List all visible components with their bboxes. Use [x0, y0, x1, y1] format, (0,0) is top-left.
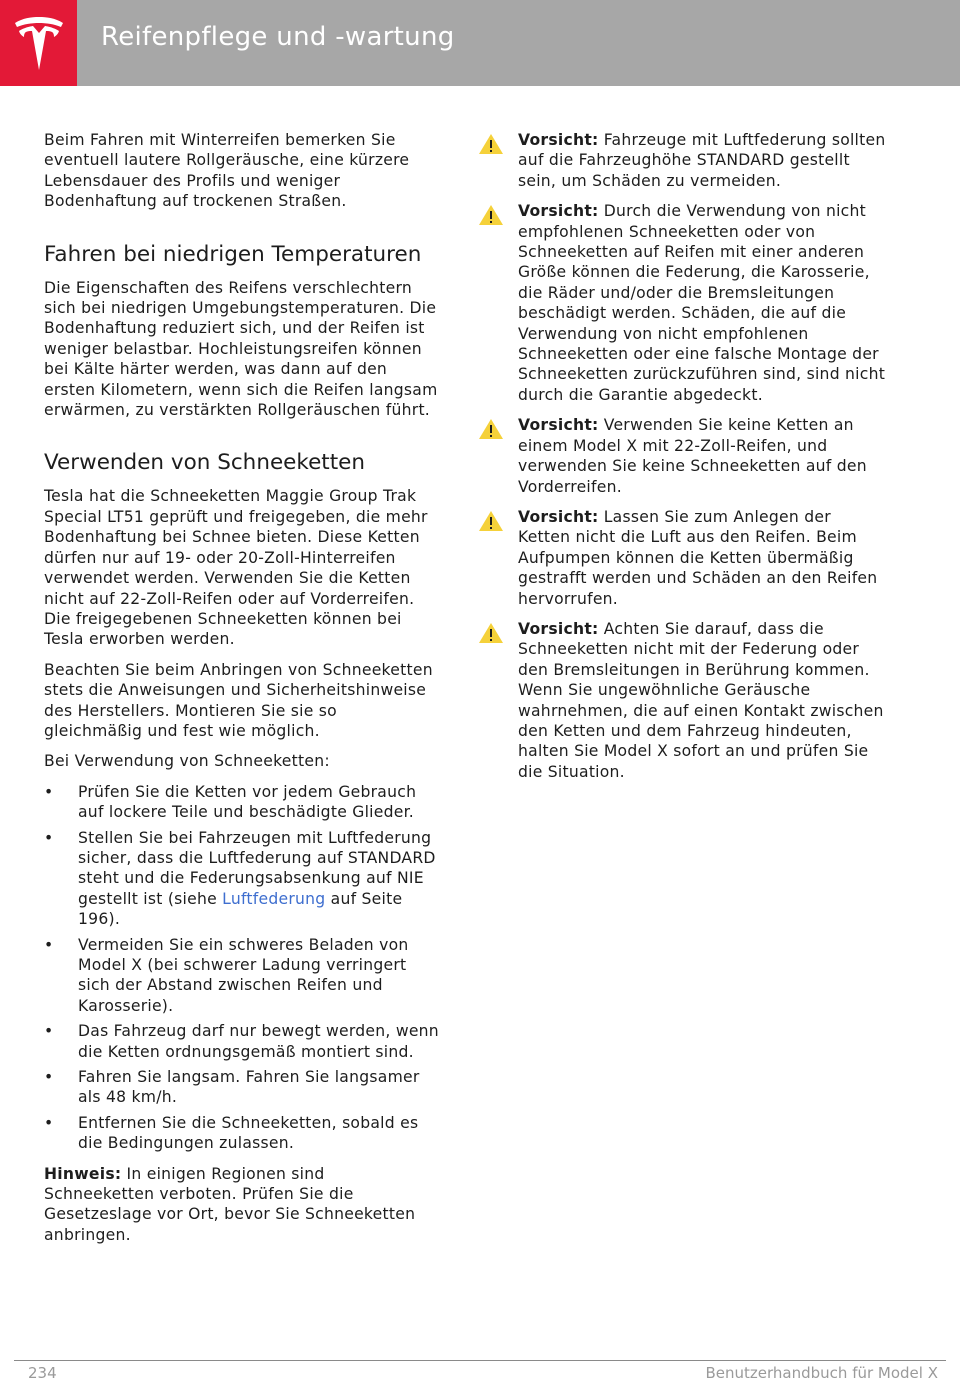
warning-block: Vorsicht: Lassen Sie zum Anlegen der Ketten nicht die Luft aus den Reifen. Beim Aufpumpen können die Ketten übermäßig gestrafft werden und Schäden an den Reifen hervorrufen.: [478, 507, 888, 609]
note-paragraph: Hinweis: In einigen Regionen sind Schneeketten verboten. Prüfen Sie die Gesetzeslage vor Ort, bevor Sie Schneeketten anbringen.: [44, 1164, 416, 1244]
page-number: 234: [28, 1364, 57, 1382]
chains-bullet-list: [44, 782, 439, 1154]
bullet-icon: •: [44, 1113, 54, 1132]
list-item: • Das Fahrzeug darf nur bewegt werden, wenn die Ketten ordnungsgemäß montiert sind.: [44, 1022, 439, 1061]
page-header: [0, 0, 960, 86]
bullet-icon: •: [44, 1068, 54, 1087]
list-item: • Stellen Sie bei Fahrzeugen mit Luftfederung sicher, dass die Luftfederung auf STANDARD steht und die Federungsabsenkung auf NIE gestellt ist (siehe Luftfederung auf Seite 196).: [44, 828, 436, 929]
warning-icon: [478, 510, 504, 532]
right-column: [478, 130, 888, 792]
warning-block: Vorsicht: Achten Sie darauf, dass die Schneeketten nicht mit der Federung oder den Bremsleitungen in Berührung kommen. Wenn Sie ungewöhnliche Geräusche wahrnehmen, die auf einen Kontakt zwischen den Ketten und dem Fahrzeug hindeuten, halten Sie Model X sofort an und prüfen Sie die Situation.: [478, 619, 888, 782]
bullet-icon: •: [44, 1022, 54, 1041]
warning-icon: [478, 204, 504, 226]
footer-title: Benutzerhandbuch für Model X: [705, 1364, 938, 1382]
page-title: Reifenpflege und -wartung: [101, 22, 455, 52]
chains-paragraph-1: Tesla hat die Schneeketten Maggie Group Trak Special LT51 geprüft und freigegeben, die mehr Bodenhaftung bei Schnee bieten. Diese Ketten dürfen nur auf 19- oder 20-Zoll-Hinterreifen verwendet werden. Verwenden Sie die Ketten nicht auf 22-Zoll-Reifen oder auf Vorderreifen. Die freigegebenen Schneeketten können bei Tesla erworben werden.: [44, 487, 428, 649]
tesla-logo-icon: [15, 16, 63, 70]
warning-label: Vorsicht:: [518, 202, 599, 221]
warning-icon: [478, 418, 504, 440]
warning-label: Vorsicht:: [518, 619, 599, 638]
warning-icon: [478, 622, 504, 644]
warning-label: Vorsicht:: [518, 507, 599, 526]
chains-paragraph-2: Beachten Sie beim Anbringen von Schneeketten stets die Anweisungen und Sicherheitshinweise des Herstellers. Montieren Sie sie so gleichmäßig und fest wie möglich.: [44, 660, 433, 740]
bullet-icon: •: [44, 828, 54, 847]
cold-paragraph: Die Eigenschaften des Reifens verschlechtern sich bei niedrigen Umgebungstemperaturen. Die Bodenhaftung reduziert sich, und der Reifen ist weniger belastbar. Hochleistungsreifen können bei Kälte härter werden, was dann auf den ersten Kilometern, wenn sich die Reifen langsam erwärmen, zu verstärkten Rollgeräuschen führt.: [44, 278, 438, 420]
list-item: • Prüfen Sie die Ketten vor jedem Gebrauch auf lockere Teile und beschädigte Glieder.: [44, 782, 417, 822]
warning-block: Vorsicht: Verwenden Sie keine Ketten an einem Model X mit 22-Zoll-Reifen, und verwenden Sie keine Schneeketten auf den Vorderreifen.: [478, 415, 888, 497]
warning-block: Vorsicht: Durch die Verwendung von nicht empfohlenen Schneeketten oder von Schneeketten auf Reifen mit einer anderen Größe können die Federung, die Karosserie, die Räder und/oder die Bremsleitungen beschädigt werden. Schäden, die auf die Verwendung von nicht empfohlenen Schneeketten oder eine falsche Montage der Schneeketten zurückzuführen sind, sind nicht durch die Garantie abgedeckt.: [478, 201, 888, 405]
list-item: • Fahren Sie langsam. Fahren Sie langsamer als 48 km/h.: [44, 1068, 420, 1107]
list-item: • Vermeiden Sie ein schweres Beladen von Model X (bei schwerer Ladung verringert sich der Abstand zwischen Reifen und Karosserie).: [44, 935, 409, 1015]
section-heading-chains: Verwenden von Schneeketten: [44, 450, 366, 476]
footer-divider: [14, 1360, 946, 1361]
luftfederung-link[interactable]: Luftfederung: [222, 889, 326, 908]
note-label: Hinweis:: [44, 1164, 122, 1183]
warning-label: Vorsicht:: [518, 416, 599, 435]
warning-block: Vorsicht: Fahrzeuge mit Luftfederung sollten auf die Fahrzeughöhe STANDARD gestellt sein, um Schäden zu vermeiden.: [478, 130, 888, 191]
intro-paragraph: Beim Fahren mit Winterreifen bemerken Sie eventuell lautere Rollgeräusche, eine kürzere Lebensdauer des Profils und weniger Bodenhaftung auf trockenen Straßen.: [44, 131, 410, 211]
brand-logo: [0, 0, 77, 86]
chains-paragraph-3: Bei Verwendung von Schneeketten:: [44, 752, 330, 771]
bullet-icon: •: [44, 782, 54, 801]
section-heading-cold: Fahren bei niedrigen Temperaturen: [44, 241, 422, 267]
list-item: • Entfernen Sie die Schneeketten, sobald es die Bedingungen zulassen.: [44, 1113, 419, 1153]
bullet-icon: •: [44, 935, 54, 954]
warning-icon: [478, 133, 504, 155]
warning-label: Vorsicht:: [518, 131, 599, 149]
left-column: [44, 130, 439, 1255]
